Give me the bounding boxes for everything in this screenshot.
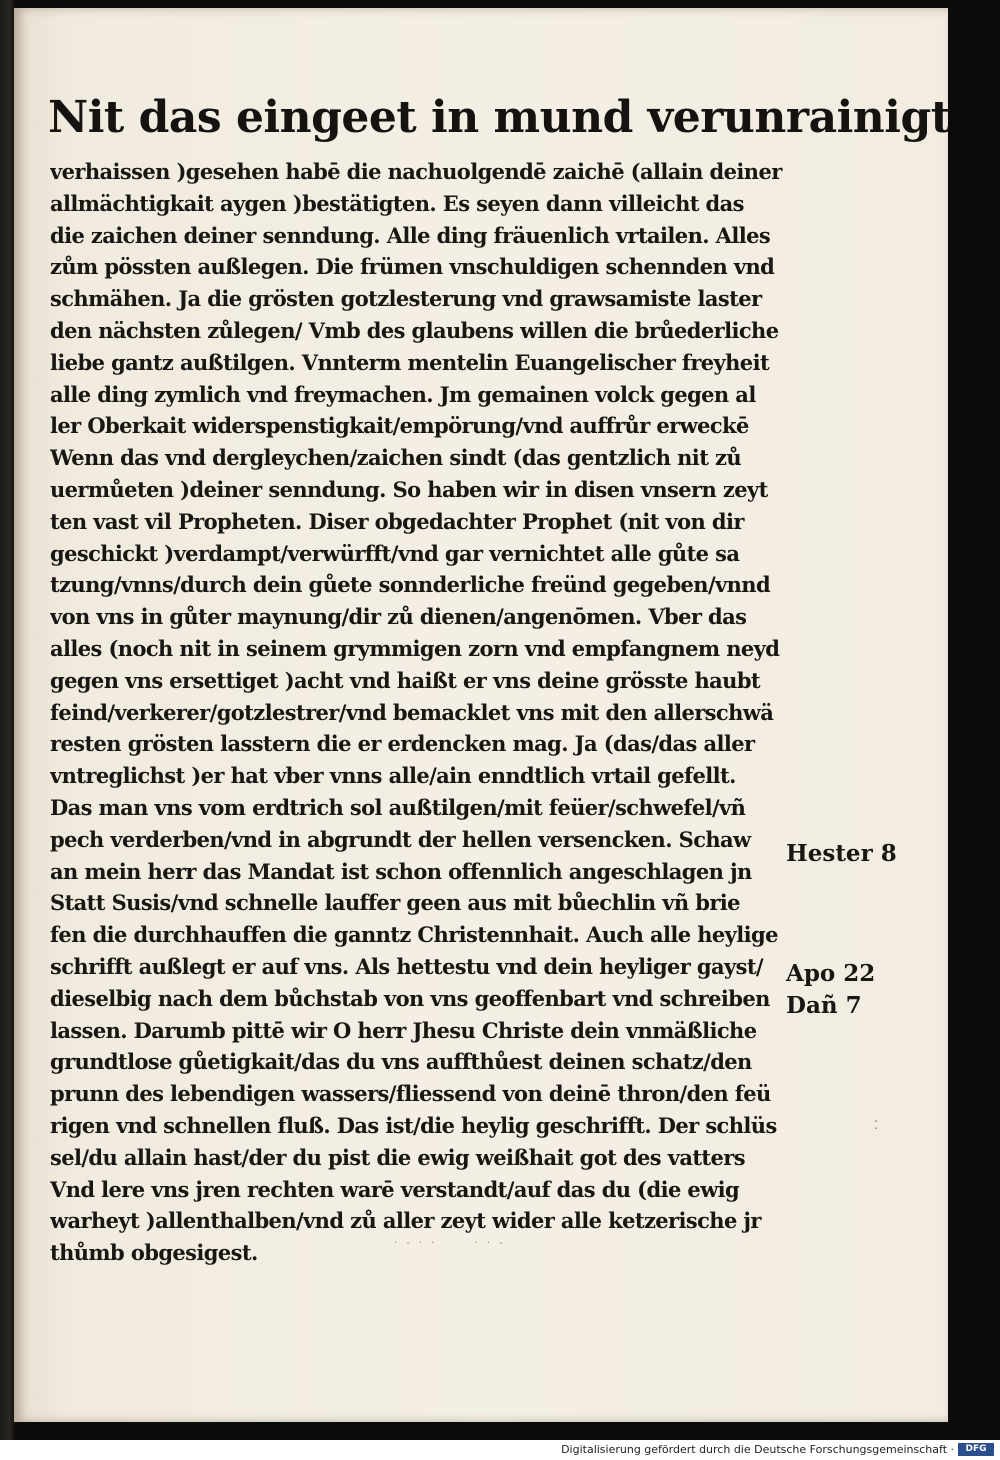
text-line: an mein herr das Mandat ist schon offennlich angeschlagen jn — [50, 858, 752, 884]
text-line: Das man vns vom erdtrich sol außtilgen/mit feüer/schwefel/vñ — [50, 794, 746, 820]
text-line: warheyt )allenthalben/vnd zů aller zeyt wider alle ketzerische jr — [50, 1208, 761, 1234]
text-line: vntreglichst )er hat vber vnns alle/ain enndtlich vrtail gefellt. — [50, 763, 736, 789]
text-line: ten vast vil Propheten. Diser obgedachter Prophet (nit von dir — [50, 508, 744, 534]
text-line: Statt Susis/vnd schnelle lauffer geen aus mit bůechlin vñ brie — [50, 890, 740, 916]
text-line: grundtlose gůetigkait/das du vns auffthůest deinen schatz/den — [50, 1049, 752, 1075]
text-line: den nächsten zůlegen/ Vmb des glaubens willen die brůederliche — [50, 317, 779, 343]
margin-note-apo: Apo 22 — [786, 960, 876, 987]
margin-note-hester: Hester 8 — [786, 840, 897, 867]
text-line: dieselbig nach dem bůchstab von vns geoffenbart vnd schreiben — [50, 985, 770, 1011]
text-line: liebe gantz außtilgen. Vnnterm mentelin Euangelischer freyheit — [50, 349, 770, 375]
paper-specks: · - · · · · - — [394, 1238, 506, 1249]
margin-note-dan: Dañ 7 — [786, 992, 862, 1019]
body-text — [50, 156, 800, 1269]
paper-specks: ⁚ — [874, 1118, 878, 1132]
text-line: allmächtigkait aygen )bestätigten. Es seyen dann villeicht das — [50, 190, 744, 216]
text-line: Wenn das vnd dergleychen/zaichen sindt (das gentzlich nit zů — [50, 445, 741, 471]
text-line: alles (noch nit in seinem grymmigen zorn vnd empfangnem neyd — [50, 635, 780, 661]
text-line: die zaichen deiner senndung. Alle ding fräuenlich vrtailen. Alles — [50, 222, 771, 248]
text-line: gegen vns ersettiget )acht vnd haißt er vns deine grösste haubt — [50, 667, 761, 693]
dfg-logo: DFG — [958, 1443, 994, 1456]
text-line: verhaissen )gesehen habē die nachuolgendē zaichē (allain deiner — [50, 159, 782, 184]
text-line: prunn des lebendigen wassers/fliessend von deinē thron/den feü — [50, 1081, 771, 1107]
text-line: sel/du allain hast/der du pist die ewig weißhait got des vatters — [50, 1144, 745, 1170]
book-page — [14, 8, 951, 1422]
text-line: resten grösten lasstern die er erdencken mag. Ja (das/das aller — [50, 731, 755, 757]
text-line: pech verderben/vnd in abgrundt der hellen versencken. Schaw — [50, 826, 751, 852]
text-line: fen die durchhauffen die ganntz Christennhait. Auch alle heylige — [50, 922, 778, 948]
text-line: uermůeten )deiner senndung. So haben wir in disen vnsern zeyt — [50, 476, 768, 502]
text-line: Vnd lere vns jren rechten warē verstandt/auf das du (die ewig — [50, 1176, 740, 1202]
text-line: alle ding zymlich vnd freymachen. Jm gemainen volck gegen al — [50, 381, 756, 407]
page-heading: Nit das eingeet in mund verunrainigt — [48, 92, 951, 143]
text-line: geschickt )verdampt/verwürfft/vnd gar vernichtet alle gůte sa — [50, 540, 740, 566]
text-line: thůmb obgesigest. — [50, 1240, 258, 1266]
text-line: zům pössten außlegen. Die frümen vnschuldigen schennden vnd — [50, 254, 775, 280]
text-line: rigen vnd schnellen fluß. Das ist/die heylig geschrifft. Der schlüs — [50, 1112, 777, 1138]
footer-bar — [0, 1440, 1000, 1460]
text-line: schrifft außlegt er auf vns. Als hettestu vnd dein heyliger gayst/ — [50, 953, 763, 979]
text-line: ler Oberkait widerspenstigkait/empörung/vnd auffrůr erweckē — [50, 413, 749, 439]
text-line: lassen. Darumb pittē wir O herr Jhesu Christe dein vnmäßliche — [50, 1017, 757, 1043]
text-line: von vns in gůter maynung/dir zů dienen/angenōmen. Vber das — [50, 604, 747, 630]
text-line: tzung/vnns/durch dein gůete sonnderliche freünd gegeben/vnnd — [50, 572, 771, 598]
text-line: schmähen. Ja die grösten gotzlesterung vnd grawsamiste laster — [50, 286, 762, 312]
funding-notice: Digitalisierung gefördert durch die Deutsche Forschungsgemeinschaft · — [561, 1443, 954, 1456]
text-line: feind/verkerer/gotzlestrer/vnd bemacklet vns mit den allerschwä — [50, 699, 774, 725]
